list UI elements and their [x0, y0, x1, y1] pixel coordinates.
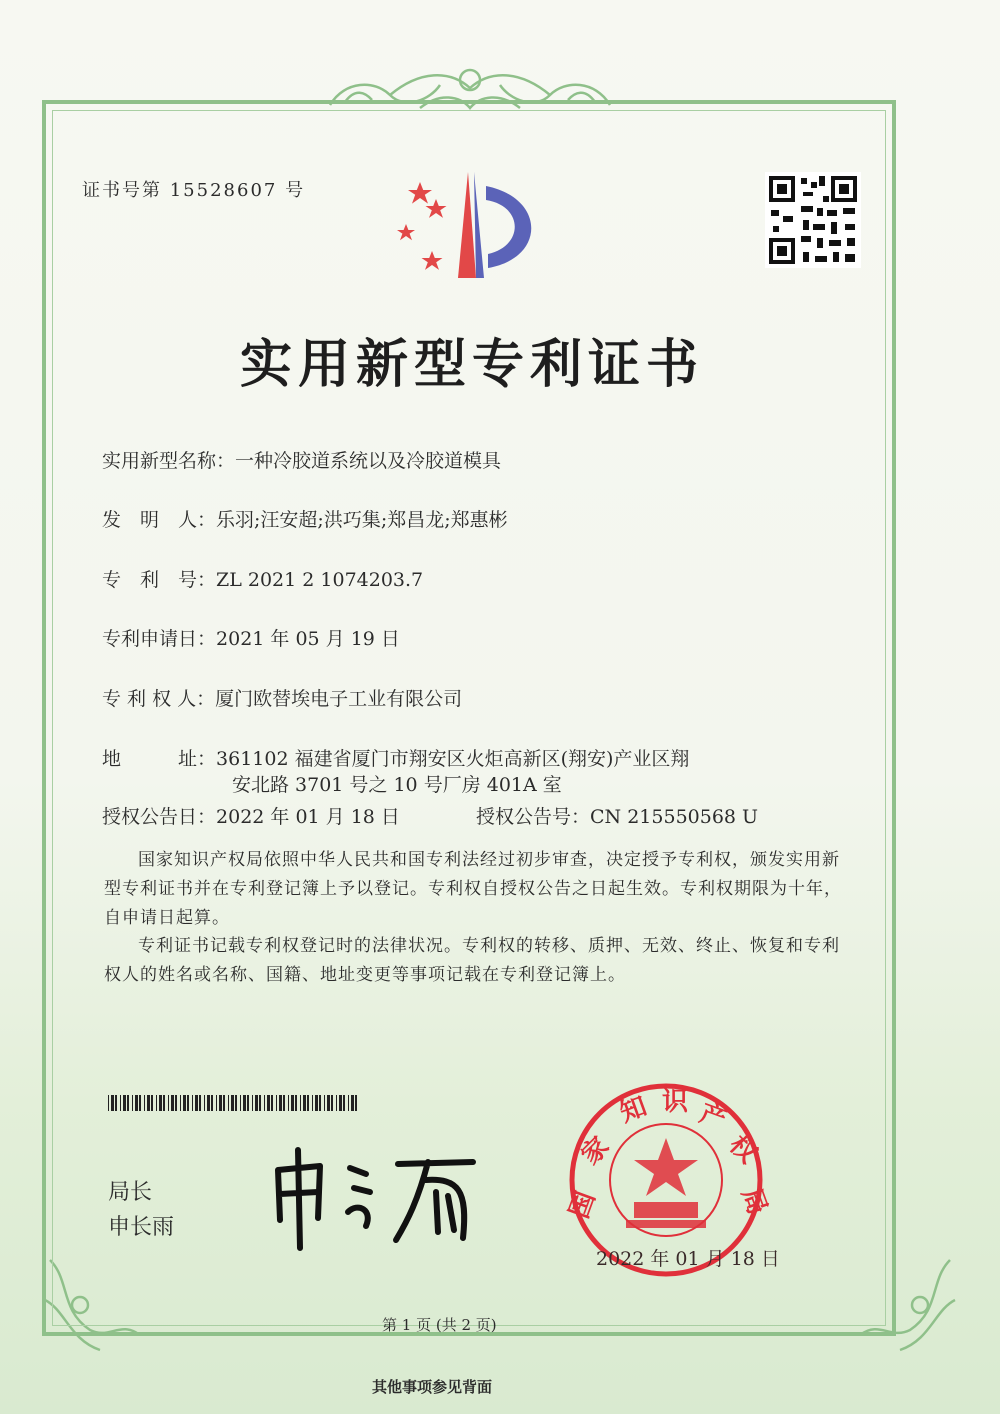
page-number: 第 1 页 (共 2 页) — [382, 1316, 497, 1334]
svg-text:局: 局 — [735, 1184, 773, 1219]
field-value: 一种冷胶道系统以及冷胶道模具 — [235, 450, 502, 472]
handwritten-signature — [258, 1140, 488, 1250]
certificate-title: 实用新型专利证书 — [240, 334, 705, 395]
certificate-number-suffix: 号 — [285, 180, 306, 201]
field-value: 2021 年 05 月 19 日 — [216, 628, 400, 650]
field-label: 专利申请日： — [102, 628, 217, 650]
certificate-number-label: 证书号第 — [82, 180, 162, 201]
cnipa-logo-icon — [396, 168, 556, 288]
field-label: 实用新型名称： — [102, 450, 236, 472]
field-label: 专 利 权 人： — [102, 688, 216, 710]
seal-date: 2022 年 01 月 18 日 — [596, 1248, 780, 1270]
field-value: 361102 福建省厦门市翔安区火炬高新区(翔安)产业区翔 — [216, 748, 690, 770]
field-application-date — [102, 624, 400, 651]
statement-paragraph-1: 国家知识产权局依照中华人民共和国专利法经过初步审查，决定授予专利权，颁发实用新型专利证书并在专利登记簿上予以登记。专利权自授权公告之日起生效。专利权期限为十年，自申请日起算。 — [104, 850, 842, 928]
certificate-number — [82, 176, 305, 202]
field-address — [102, 744, 689, 771]
svg-text:知: 知 — [616, 1091, 651, 1129]
svg-text:权: 权 — [723, 1129, 763, 1170]
field-address-line2: 安北路 3701 号之 10 号厂房 401A 室 — [232, 774, 562, 796]
field-label: 地 址： — [102, 748, 217, 770]
qr-code-icon — [765, 172, 861, 268]
svg-text:识: 识 — [662, 1087, 689, 1117]
field-label: 授权公告号： — [476, 806, 591, 828]
certificate-number-value: 15528607 — [169, 180, 278, 201]
svg-text:产: 产 — [695, 1098, 731, 1136]
field-value: ZL 2021 2 1074203.7 — [216, 569, 424, 591]
svg-text:家: 家 — [575, 1131, 616, 1171]
chief-title: 局长 — [108, 1180, 153, 1205]
field-label: 发 明 人： — [102, 509, 217, 531]
field-announcement-number — [476, 802, 758, 829]
field-grant-date — [102, 802, 400, 829]
statement-paragraph-2: 专利证书记载专利权登记时的法律状况。专利权的转移、质押、无效、终止、恢复和专利权人的姓名或名称、国籍、地址变更等事项记载在专利登记簿上。 — [104, 936, 840, 985]
back-note: 其他事项参见背面 — [372, 1378, 493, 1396]
field-utility-model-name — [102, 446, 501, 473]
field-label: 授权公告日： — [102, 806, 217, 828]
field-label: 专 利 号： — [102, 569, 217, 591]
field-patent-number — [102, 565, 423, 592]
chief-name: 申长雨 — [108, 1215, 175, 1240]
field-value: 2022 年 01 月 18 日 — [216, 806, 400, 828]
field-patentee — [102, 684, 462, 711]
field-value: 厦门欧替埃电子工业有限公司 — [215, 688, 463, 710]
field-inventors — [102, 505, 508, 532]
svg-text:国: 国 — [564, 1187, 602, 1223]
field-value: 乐羽;汪安超;洪巧集;郑昌龙;郑惠彬 — [216, 509, 508, 531]
barcode-icon — [108, 1095, 358, 1111]
field-value: CN 215550568 U — [590, 806, 759, 828]
